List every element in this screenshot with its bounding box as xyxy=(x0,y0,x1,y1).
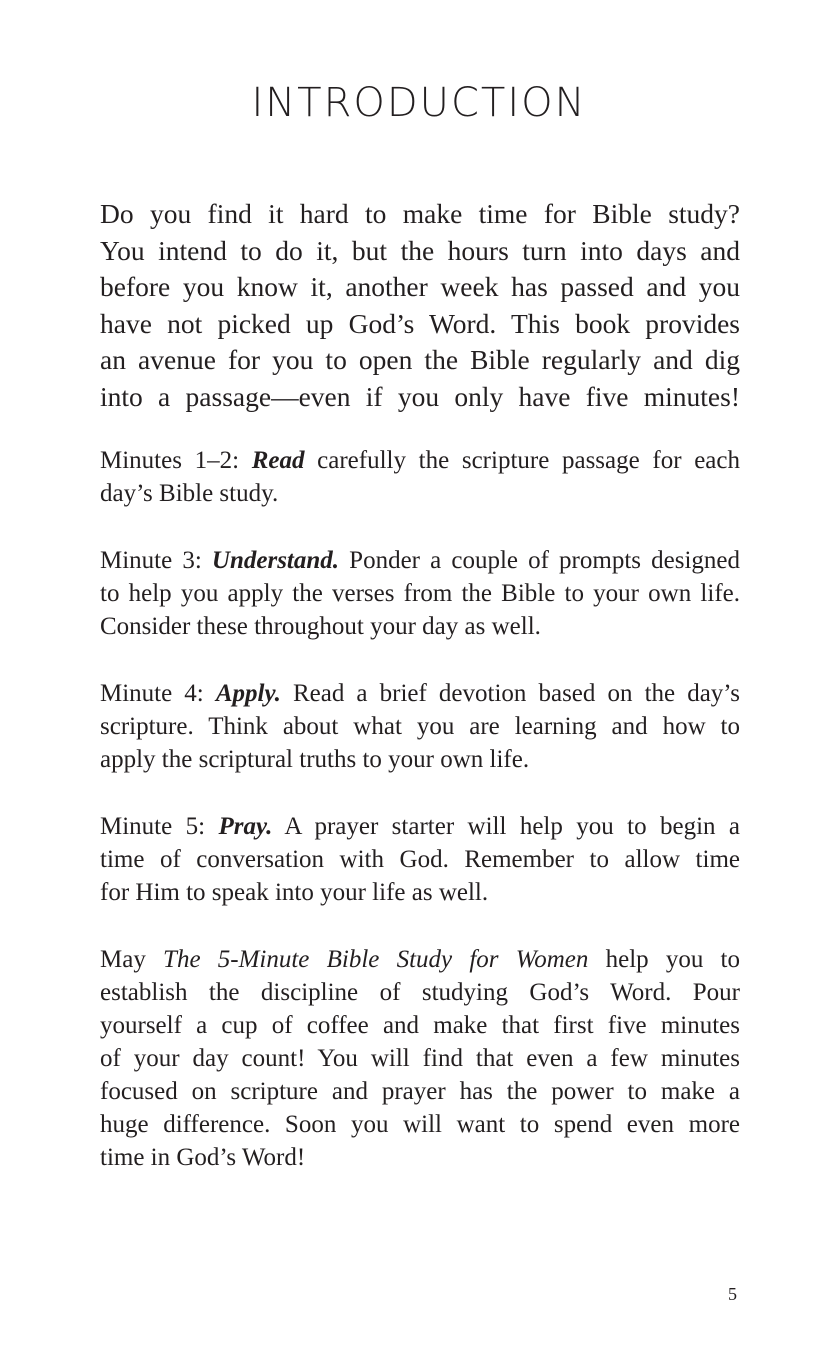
text-line: time of conversation with God. Remember to allow time xyxy=(100,846,740,873)
text-fragment: A prayer starter will help you to begin a xyxy=(272,813,740,840)
step-label: Minute 4: xyxy=(100,680,216,707)
text-fragment: Read a brief devotion based on the day’s xyxy=(280,680,740,707)
text-fragment: help you to xyxy=(588,946,741,973)
closing-paragraph xyxy=(100,943,740,1174)
text-line: Consider these throughout your day as well. xyxy=(100,613,541,640)
text-line: to help you apply the verses from the Bible to your own life. xyxy=(100,580,740,607)
text-line: huge difference. Soon you will want to spend even more xyxy=(100,1111,740,1138)
text-line xyxy=(100,544,740,577)
step-label: Minute 3: xyxy=(100,547,212,574)
step-keyword: Apply. xyxy=(215,680,281,707)
apply-paragraph xyxy=(100,677,740,776)
step-label: Minute 5: xyxy=(100,813,219,840)
understand-paragraph xyxy=(100,544,740,643)
text-line: into a passage—even if you only have five minutes! xyxy=(100,380,740,412)
text-fragment: carefully the scripture passage for each xyxy=(304,447,740,474)
page-number: 5 xyxy=(728,1284,737,1304)
book-title: The 5-Minute Bible Study for Women xyxy=(163,946,589,973)
text-fragment: Ponder a couple of prompts designed xyxy=(339,547,740,574)
text-line xyxy=(100,444,740,477)
text-line xyxy=(100,677,740,710)
text-line: of your day count! You will find that even a few minutes xyxy=(100,1045,740,1072)
text-line xyxy=(100,810,740,843)
text-line: for Him to speak into your life as well. xyxy=(100,879,489,906)
text-line: an avenue for you to open the Bible regularly and dig xyxy=(100,344,740,375)
step-keyword: Understand. xyxy=(211,547,340,574)
text-line: Do you find it hard to make time for Bible study? xyxy=(100,198,740,229)
text-fragment: May xyxy=(100,946,164,973)
text-line: You intend to do it, but the hours turn into days and xyxy=(100,234,740,266)
intro-paragraph xyxy=(100,196,740,415)
text-line: establish the discipline of studying God’s Word. Pour xyxy=(100,979,740,1006)
text-line: day’s Bible study. xyxy=(100,480,279,507)
text-line: focused on scripture and prayer has the power to make a xyxy=(100,1078,740,1105)
text-line: time in God’s Word! xyxy=(100,1144,306,1171)
step-label: Minutes 1–2: xyxy=(100,447,252,474)
text-line: yourself a cup of coffee and make that first five minutes xyxy=(100,1012,740,1039)
text-line xyxy=(100,943,740,976)
text-line: have not picked up God’s Word. This book provides xyxy=(100,307,740,339)
pray-paragraph xyxy=(100,810,740,909)
read-paragraph xyxy=(100,444,740,510)
text-line: apply the scriptural truths to your own life. xyxy=(100,746,530,773)
page-title: INTRODUCTION xyxy=(251,80,587,126)
text-line: before you know it, another week has passed and you xyxy=(100,271,740,302)
text-line: scripture. Think about what you are learning and how to xyxy=(100,713,740,740)
step-keyword: Read xyxy=(251,447,305,474)
step-keyword: Pray. xyxy=(218,813,273,840)
